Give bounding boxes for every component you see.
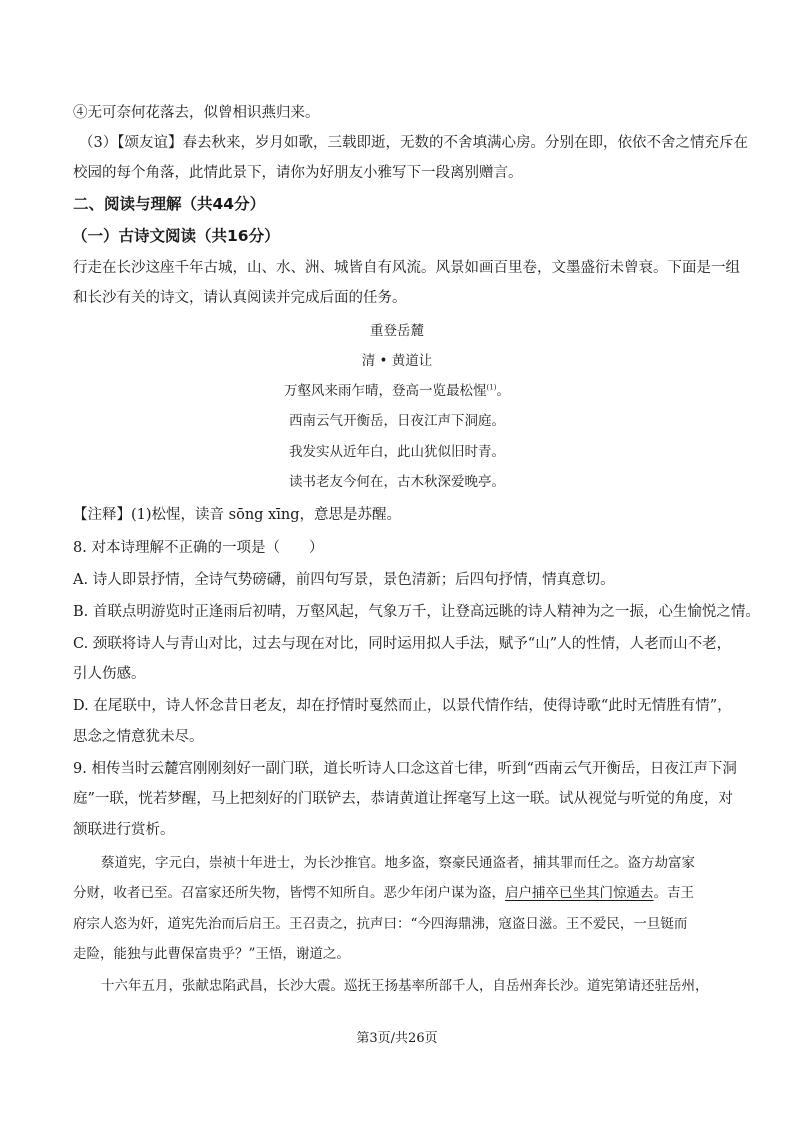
intro-line: 和长沙有关的诗文，请认真阅读并完成后面的任务。 bbox=[73, 290, 407, 306]
question-9-line: 颔联进行赏析。 bbox=[73, 822, 175, 838]
passage-line: 蔡道宪，字元白，崇祯十年进士，为长沙推官。地多盗，察豪民通盗者，捕其罪而任之。盗方劫富家 bbox=[101, 855, 695, 871]
subsection-heading: （一）古诗文阅读（共16分） bbox=[72, 227, 280, 245]
option-c-cont: 引人伤感。 bbox=[73, 666, 146, 682]
question-9-line: 庭”一联，恍若梦醒，马上把刻好的门联铲去，恭请黄道让挥毫写上这一联。试从视觉与听觉的角度，对 bbox=[73, 791, 733, 807]
passage-line: 走险，能独与此曹保富贵乎？”王悟，谢道之。 bbox=[73, 946, 350, 962]
question-9-line: 9. 相传当时云麓宫刚刚刻好一副门联，道长听诗人口念这首七律，听到“西南云气开衡岳，日夜江声下洞 bbox=[73, 761, 737, 777]
poem-line: 读书老友今何在，古木秋深爱晚亭。 bbox=[289, 474, 505, 490]
passage-line: 十六年五月，张献忠陷武昌，长沙大震。巡抚王扬基率所部千人，自岳州奔长沙。道宪第请还驻岳州， bbox=[101, 978, 709, 994]
question-8-stem: 8. 对本诗理解不正确的一项是（ ） bbox=[73, 540, 324, 556]
option-b: B. 首联点明游览时正逢雨后初晴，万壑风起，气象万千，让登高远眺的诗人精神为之一振，心生愉悦之情。 bbox=[73, 604, 760, 620]
poem-title: 重登岳麓 bbox=[370, 323, 424, 339]
passage-line: 府宗人恣为奸，道宪先治而后启王。王召责之，抗声曰：“今四海鼎沸，寇盗日滋。王不爱民，一旦铤而 bbox=[73, 916, 688, 932]
text-line: 校园的每个角落，此情此景下，请你为好朋友小雅写下一段离别赠言。 bbox=[73, 165, 523, 181]
footnote-marker: (1) bbox=[486, 383, 497, 392]
option-c: C. 颈联将诗人与青山对比，过去与现在对比，同时运用拟人手法，赋予“山”人的性情，人老而山不老， bbox=[73, 636, 732, 652]
annotation: 【注释】(1)松惺，读音 sōng xīng，意思是苏醒。 bbox=[73, 507, 401, 523]
option-a: A. 诗人即景抒情，全诗气势磅礴，前四句写景，景色清新；后四句抒情，情真意切。 bbox=[73, 572, 615, 588]
option-d: D. 在尾联中，诗人怀念昔日老友，却在抒情时戛然而止，以景代情作结，使得诗歌“此时无情胜有情”， bbox=[73, 698, 732, 714]
text-line: ④无可奈何花落去，似曾相识燕归来。 bbox=[73, 105, 320, 121]
poem-author: 清 • 黄道让 bbox=[361, 353, 433, 369]
intro-line: 行走在长沙这座千年古城，山、水、洲、城皆自有风流。风景如画百里卷，文墨盛衍未曾衰。下面是一组 bbox=[73, 260, 740, 276]
underlined-sentence: 启户捕卒已坐其门惊遁去 bbox=[505, 885, 654, 901]
section-heading: 二、阅读与理解（共44分） bbox=[73, 195, 266, 213]
option-d-cont: 思念之情意犹未尽。 bbox=[73, 729, 204, 745]
passage-line: 分财，收者已至。召富家还所失物，皆愕不知所自。恶少年闭户谋为盗，启户捕卒已坐其门惊遁去。吉王 bbox=[73, 885, 694, 901]
question-3-line: （3）【颂友谊】春去秋来，岁月如歌，三载即逝，无数的不舍填满心房。分别在即，依依不舍之情充斥在 bbox=[79, 135, 748, 151]
poem-line: 万壑风来雨乍晴，登高一览最松惺$^{(1)}$。 bbox=[284, 383, 510, 399]
poem-line: 我发实从近年白，此山犹似旧时青。 bbox=[289, 444, 505, 460]
poem-line: 西南云气开衡岳，日夜江声下洞庭。 bbox=[289, 413, 505, 429]
page-number: 第3页/共26页 bbox=[356, 1031, 438, 1046]
